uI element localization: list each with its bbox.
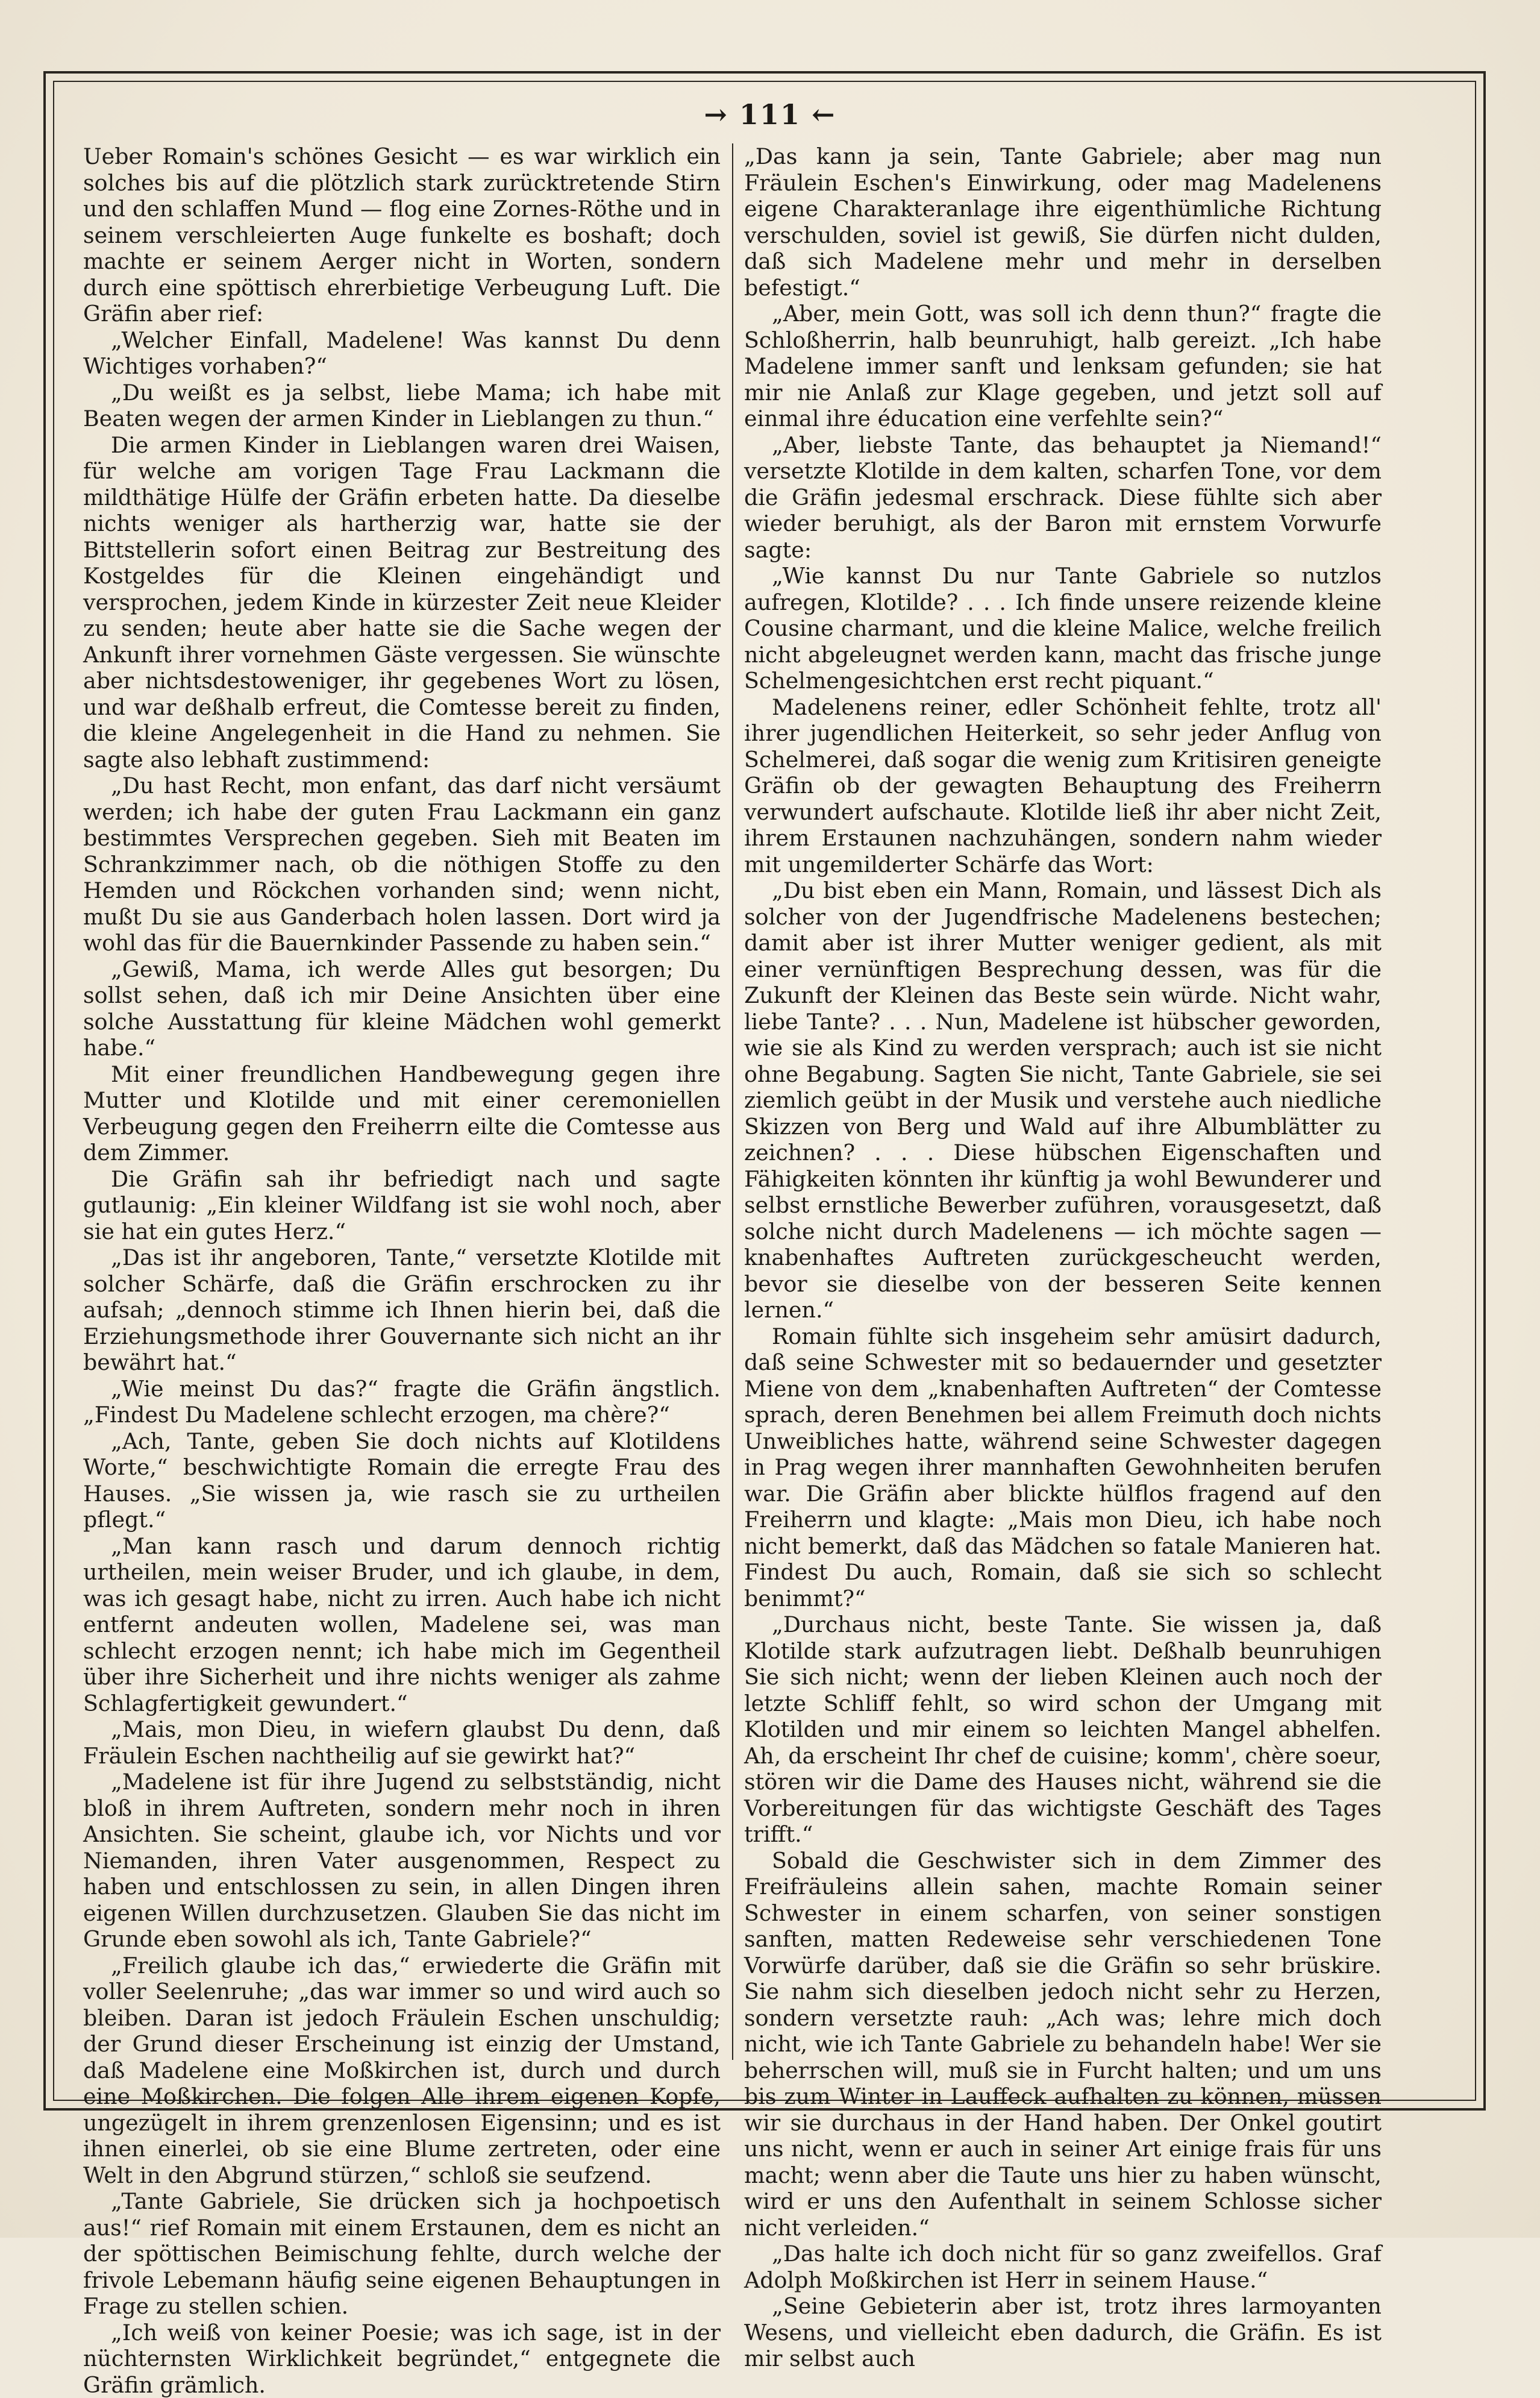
paragraph: Die armen Kinder in Lieblangen waren drei Waisen, für welche am vorigen Tage Frau Lackmann die mildthätige Hülfe der Gräfin erbeten hatte. Da dieselbe nichts weniger als hartherzig war, hatte sie der Bittstellerin sofort einen Beitrag zur Bestreitung des Kostgeldes für die Kleinen eingehändigt und versprochen, jedem Kinde in kürzester Zeit neue Kleider zu senden; heute aber hatte sie die Sache wegen der Ankunft ihrer vornehmen Gäste vergessen. Sie wünschte aber nichtsdestoweniger, ihr gegebenes Wort zu lösen, und war deßhalb erfreut, die Comtesse bereit zu finden, die kleine Angelegenheit in die Hand zu nehmen. Sie sagte also lebhaft zustimmend: (83, 432, 721, 773)
right-column (744, 143, 1382, 2054)
paragraph: „Seine Gebieterin aber ist, trotz ihres larmoyanten Wesens, und vielleicht eben dadurch, die Gräfin. Es ist mir selbst auch (744, 2293, 1382, 2372)
paragraph: „Das kann ja sein, Tante Gabriele; aber mag nun Fräulein Eschen's Einwirkung, oder mag Madelenens eigene Charakteranlage ihre eigenthümliche Richtung verschulden, soviel ist gewiß, Sie dürfen nicht dulden, daß sich Madelene mehr und mehr in derselben befestigt.“ (744, 143, 1382, 301)
paragraph: Sobald die Geschwister sich in dem Zimmer des Freifräuleins allein sahen, machte Romain seiner Schwester in einem scharfen, von seiner sonstigen sanften, matten Redeweise sehr verschiedenen Tone Vorwürfe darüber, daß sie die Gräfin so sehr brüskire. Sie nahm sich dieselben jedoch nicht sehr zu Herzen, sondern versetzte rauh: „Ach was; lehre mich doch nicht, wie ich Tante Gabriele zu behandeln habe! Wer sie beherrschen will, muß sie in Furcht halten; und um uns bis zum Winter in Lauffeck aufhalten zu können, müssen wir sie durchaus in der Hand haben. Der Onkel goutirt uns nicht, wenn er auch in seiner Art einige frais für uns macht; wenn aber die Taute uns hier zu haben wünscht, wird er uns den Aufenthalt in seinem Schlosse sicher nicht verleiden.“ (744, 1848, 1382, 2241)
paragraph: „Ach, Tante, geben Sie doch nichts auf Klotildens Worte,“ beschwichtigte Romain die erregte Frau des Hauses. „Sie wissen ja, wie rasch sie zu urtheilen pflegt.“ (83, 1428, 721, 1533)
paragraph: „Du weißt es ja selbst, liebe Mama; ich habe mit Beaten wegen der armen Kinder in Lieblangen zu thun.“ (83, 380, 721, 432)
paragraph: „Welcher Einfall, Madelene! Was kannst Du denn Wichtiges vorhaben?“ (83, 327, 721, 380)
paragraph: „Gewiß, Mama, ich werde Alles gut besorgen; Du sollst sehen, daß ich mir Deine Ansichten über eine solche Ausstattung für kleine Mädchen wohl gemerkt habe.“ (83, 956, 721, 1061)
paragraph: „Das ist ihr angeboren, Tante,“ versetzte Klotilde mit solcher Schärfe, daß die Gräfin erschrocken zu ihr aufsah; „dennoch stimme ich Ihnen hierin bei, daß die Erziehungsmethode ihrer Gouvernante sich nicht an ihr bewährt hat.“ (83, 1245, 721, 1376)
paragraph: „Ich weiß von keiner Poesie; was ich sage, ist in der nüchternsten Wirklichkeit begründet,“ entgegnete die Gräfin grämlich. (83, 2320, 721, 2398)
column-divider (732, 143, 733, 2060)
paragraph: „Freilich glaube ich das,“ erwiederte die Gräfin mit voller Seelenruhe; „das war immer so und wird auch so bleiben. Daran ist jedoch Fräulein Eschen unschuldig; der Grund dieser Erscheinung ist einzig der Umstand, daß Madelene eine Moßkirchen ist, durch und durch eine Moßkirchen. Die folgen Alle ihrem eigenen Kopfe, ungezügelt in ihrem grenzenlosen Eigensinn; und es ist ihnen einerlei, ob sie eine Blume zertreten, oder eine Welt in den Abgrund stürzen,“ schloß sie seufzend. (83, 1953, 721, 2189)
page-number: → 111 ← (639, 90, 901, 139)
paragraph: „Tante Gabriele, Sie drücken sich ja hochpoetisch aus!“ rief Romain mit einem Erstaunen, dem es nicht an der spöttischen Beimischung fehlte, durch welche der frivole Lebemann häufig seine eigenen Behauptungen in Frage zu stellen schien. (83, 2188, 721, 2320)
paragraph: „Mais, mon Dieu, in wiefern glaubst Du denn, daß Fräulein Eschen nachtheilig auf sie gewirkt hat?“ (83, 1716, 721, 1769)
paragraph: „Das halte ich doch nicht für so ganz zweifellos. Graf Adolph Moßkirchen ist Herr in seinem Hause.“ (744, 2241, 1382, 2293)
paragraph: „Madelene ist für ihre Jugend zu selbstständig, nicht bloß in ihrem Auftreten, sondern mehr noch in ihren Ansichten. Sie scheint, glaube ich, vor Nichts und vor Niemanden, ihren Vater ausgenommen, Respect zu haben und entschlossen zu sein, in allen Dingen ihren eigenen Willen durchzusetzen. Glauben Sie das nicht im Grunde eben sowohl als ich, Tante Gabriele?“ (83, 1769, 721, 1953)
paragraph: „Aber, liebste Tante, das behauptet ja Niemand!“ versetzte Klotilde in dem kalten, scharfen Tone, vor dem die Gräfin jedesmal erschrack. Diese fühlte sich aber wieder beruhigt, als der Baron mit ernstem Vorwurfe sagte: (744, 432, 1382, 563)
paragraph: Romain fühlte sich insgeheim sehr amüsirt dadurch, daß seine Schwester mit so bedauernder und gesetzter Miene von dem „knabenhaften Auftreten“ der Comtesse sprach, deren Benehmen bei allem Freimuth doch nichts Unweibliches hatte, während seine Schwester dagegen in Prag wegen ihrer mannhaften Gewohnheiten berufen war. Die Gräfin aber blickte hülflos fragend auf den Freiherrn und klagte: „Mais mon Dieu, ich habe noch nicht bemerkt, daß das Mädchen so fatale Manieren hat. Findest Du auch, Romain, daß sie sich so schlecht benimmt?“ (744, 1323, 1382, 1612)
paragraph: Ueber Romain's schönes Gesicht — es war wirklich ein solches bis auf die plötzlich stark zurücktretende Stirn und den schlaffen Mund — flog eine Zornes-Röthe und in seinem verschleierten Auge funkelte es boshaft; doch machte er seinem Aerger nicht in Worten, sondern durch eine spöttisch ehrerbietige Verbeugung Luft. Die Gräfin aber rief: (83, 143, 721, 327)
paragraph: „Wie kannst Du nur Tante Gabriele so nutzlos aufregen, Klotilde? . . . Ich finde unsere reizende kleine Cousine charmant, und die kleine Malice, welche freilich nicht abgeleugnet werden kann, macht das frische junge Schelmengesichtchen erst recht piquant.“ (744, 563, 1382, 694)
paragraph: „Du hast Recht, mon enfant, das darf nicht versäumt werden; ich habe der guten Frau Lackmann ein ganz bestimmtes Versprechen gegeben. Sieh mit Beaten im Schrankzimmer nach, ob die nöthigen Stoffe zu den Hemden und Röckchen vorhanden sind; wenn nicht, mußt Du sie aus Ganderbach holen lassen. Dort wird ja wohl das für die Bauernkinder Passende zu haben sein.“ (83, 773, 721, 956)
paragraph: „Man kann rasch und darum dennoch richtig urtheilen, mein weiser Bruder, und ich glaube, in dem, was ich gesagt habe, nicht zu irren. Auch habe ich nicht entfernt andeuten wollen, Madelene sei, was man schlecht erzogen nennt; ich habe mich im Gegentheil über ihre Sicherheit und ihre nichts weniger als zahme Schlagfertigkeit gewundert.“ (83, 1533, 721, 1717)
paragraph: Mit einer freundlichen Handbewegung gegen ihre Mutter und Klotilde und mit einer ceremoniellen Verbeugung gegen den Freiherrn eilte die Comtesse aus dem Zimmer. (83, 1061, 721, 1166)
paragraph: „Aber, mein Gott, was soll ich denn thun?“ fragte die Schloßherrin, halb beunruhigt, halb gereizt. „Ich habe Madelene immer sanft und lenksam gefunden; sie hat mir nie Anlaß zur Klage gegeben, und jetzt soll auf einmal ihre éducation eine verfehlte sein?“ (744, 301, 1382, 432)
paragraph: Die Gräfin sah ihr befriedigt nach und sagte gutlaunig: „Ein kleiner Wildfang ist sie wohl noch, aber sie hat ein gutes Herz.“ (83, 1166, 721, 1245)
paragraph: „Du bist eben ein Mann, Romain, und lässest Dich als solcher von der Jugendfrische Madelenens bestechen; damit aber ist ihrer Mutter weniger gedient, als mit einer vernünftigen Besprechung dessen, was für die Zukunft der Kleinen das Beste sein würde. Nicht wahr, liebe Tante? . . . Nun, Madelene ist hübscher geworden, wie sie als Kind zu werden versprach; auch ist sie nicht ohne Begabung. Sagten Sie nicht, Tante Gabriele, sie sei ziemlich geübt in der Musik und verstehe auch niedliche Skizzen von Berg und Wald auf ihre Albumblätter zu zeichnen? . . . Diese hübschen Eigenschaften und Fähigkeiten könnten ihr künftig ja wohl Bewunderer und selbst ernstliche Bewerber zuführen, vorausgesetzt, daß solche nicht durch Madelenens — ich möchte sagen — knabenhaftes Auftreten zurückgescheucht werden, bevor sie dieselbe von der besseren Seite kennen lernen.“ (744, 877, 1382, 1323)
paragraph: „Wie meinst Du das?“ fragte die Gräfin ängstlich. „Findest Du Madelene schlecht erzogen, ma chère?“ (83, 1376, 721, 1428)
left-column (83, 143, 721, 2054)
paragraph: „Durchaus nicht, beste Tante. Sie wissen ja, daß Klotilde stark aufzutragen liebt. Deßhalb beunruhigen Sie sich nicht; wenn der lieben Kleinen auch noch der letzte Schliff fehlt, so wird schon der Umgang mit Klotilden und mir einem so leichten Mangel abhelfen. Ah, da erscheint Ihr chef de cuisine; komm', chère soeur, stören wir die Dame des Hauses nicht, während sie die Vorbereitungen für das wichtigste Geschäft des Tages trifft.“ (744, 1612, 1382, 1848)
paragraph: Madelenens reiner, edler Schönheit fehlte, trotz all' ihrer jugendlichen Heiterkeit, so sehr jeder Anflug von Schelmerei, daß sogar die wenig zum Kritisiren geneigte Gräfin ob der gewagten Behauptung des Freiherrn verwundert aufschaute. Klotilde ließ ihr aber nicht Zeit, ihrem Erstaunen nachzuhängen, sondern nahm wieder mit ungemilderter Schärfe das Wort: (744, 694, 1382, 878)
